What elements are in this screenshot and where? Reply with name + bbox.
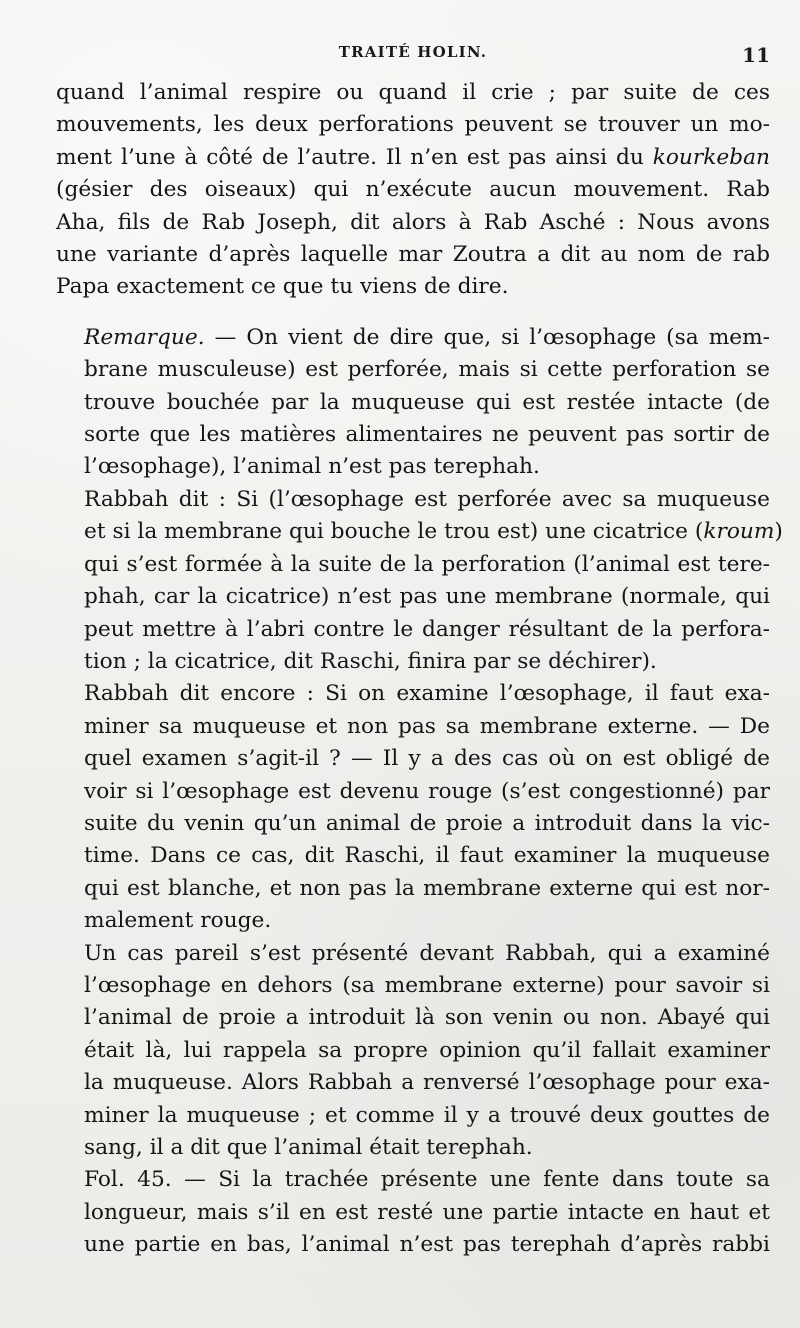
text-line: time. Dans ce cas, dit Raschi, il faut examiner la muqueuse: [84, 843, 770, 869]
text-line: miner la muqueuse ; et comme il y a trouvé deux gouttes de: [84, 1102, 770, 1128]
text-line: quel examen s’agit-il ? — Il y a des cas où on est obligé de: [84, 746, 770, 772]
text-line: phah, car la cicatrice) n’est pas une membrane (normale, qui: [84, 584, 770, 610]
text-line: sang, il a dit que l’animal était terephah.: [84, 1135, 533, 1160]
text-line: une variante d’après laquelle mar Zoutra a dit au nom de rab: [56, 242, 770, 268]
running-head: TRAITÉ HOLIN.: [338, 43, 488, 61]
paragraph-gap: [56, 304, 770, 322]
text-line: brane musculeuse) est perforée, mais si cette perforation se: [84, 357, 770, 383]
paragraph-6: [56, 1164, 770, 1261]
text-line: Papa exactement ce que tu viens de dire.: [56, 274, 509, 300]
text-line: longueur, mais s’il en est resté une partie intacte en haut et: [84, 1199, 770, 1225]
text-line: sorte que les matières alimentaires ne peuvent pas sortir de: [84, 422, 770, 448]
text-line: qui est blanche, et non pas la membrane externe qui est nor-: [84, 875, 770, 901]
text-line: voir si l’œsophage est devenu rouge (s’est congestionné) par: [84, 778, 770, 804]
text-line: Rabbah dit encore : Si on examine l’œsophage, il faut exa-: [84, 681, 770, 707]
text-line: ment l’une à côté de l’autre. Il n’en est pas ainsi du kourkeban: [56, 144, 770, 170]
text-line: Fol. 45. — Si la trachée présente une fente dans toute sa: [84, 1167, 770, 1193]
italic-term: kourkeban: [652, 144, 770, 170]
paragraph-3: [56, 484, 783, 678]
text-line: une partie en bas, l’animal n’est pas terephah d’après rabbi: [84, 1232, 770, 1258]
italic-term: kroum: [703, 519, 775, 545]
italic-term: Remarque.: [84, 324, 205, 350]
text-line: Aha, fils de Rab Joseph, dit alors à Rab Asché : Nous avons: [56, 209, 770, 235]
text-line: qui s’est formée à la suite de la perforation (l’animal est tere-: [84, 551, 770, 577]
text-line: quand l’animal respire ou quand il crie ; par suite de ces: [56, 80, 770, 105]
text-line: l’œsophage en dehors (sa membrane externe) pour savoir si: [84, 972, 770, 998]
text-line: suite du venin qu’un animal de proie a introduit dans la vic-: [84, 810, 770, 836]
text-line: Un cas pareil s’est présenté devant Rabbah, qui a examiné: [84, 940, 770, 966]
text-line: miner sa muqueuse et non pas sa membrane externe. — De: [84, 713, 770, 739]
text-line: était là, lui rappela sa propre opinion qu’il fallait examiner: [84, 1037, 770, 1063]
paragraph-1: [56, 77, 770, 304]
text-line: l’animal de proie a introduit là son venin ou non. Abayé qui: [84, 1005, 770, 1031]
text-line: la muqueuse. Alors Rabbah a renversé l’œsophage pour exa-: [84, 1070, 770, 1096]
text-line: peut mettre à l’abri contre le danger résultant de la perfora-: [84, 616, 770, 642]
text-line: l’œsophage), l’animal n’est pas terephah.: [84, 454, 540, 480]
page-header: [56, 43, 770, 71]
page-number: 11: [742, 43, 770, 67]
text-line: Remarque. — On vient de dire que, si l’œsophage (sa mem-: [84, 324, 770, 350]
paragraph-2: [56, 322, 770, 484]
text-line: trouve bouchée par la muqueuse qui est restée intacte (de: [84, 389, 770, 415]
text-line: Rabbah dit : Si (l’œsophage est perforée avec sa muqueuse: [84, 486, 770, 512]
paragraph-5: [56, 938, 770, 1165]
body-text: [56, 77, 783, 1262]
text-line: malement rouge.: [84, 908, 272, 934]
text-line: et si la membrane qui bouche le trou est) une cicatrice (kroum): [84, 519, 783, 545]
text-line: tion ; la cicatrice, dit Raschi, finira par se déchirer).: [84, 648, 657, 674]
text-line: (gésier des oiseaux) qui n’exécute aucun mouvement. Rab: [56, 177, 770, 203]
paragraph-4: [56, 678, 770, 937]
text-line: mouvements, les deux perforations peuvent se trouver un mo-: [56, 112, 770, 138]
